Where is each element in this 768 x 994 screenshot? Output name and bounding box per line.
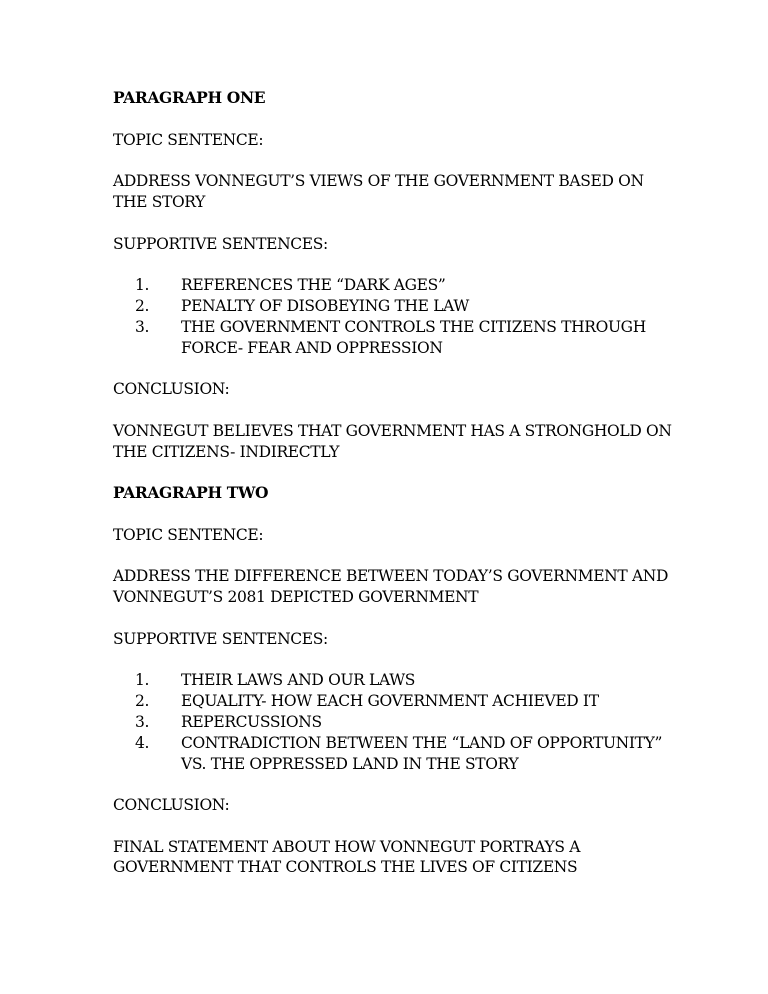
list-item	[113, 317, 673, 359]
topic-sentence-text: ADDRESS THE DIFFERENCE BETWEEN TODAY’S GOVERNMENT AND VONNEGUT’S 2081 DEPICTED GOVERNMENT	[113, 567, 669, 607]
list-item	[113, 670, 673, 691]
list-item-number: 3.	[135, 317, 150, 336]
list-item-text: THEIR LAWS AND OUR LAWS	[181, 671, 416, 690]
topic-sentence-text: ADDRESS VONNEGUT’S VIEWS OF THE GOVERNMENT BASED ON THE STORY	[113, 172, 644, 211]
section-heading: PARAGRAPH ONE	[113, 88, 266, 107]
list-item-number: 1.	[135, 671, 150, 690]
conclusion-label: CONCLUSION:	[113, 796, 230, 815]
list-item	[113, 296, 673, 317]
supportive-sentences-label: SUPPORTIVE SENTENCES:	[113, 234, 328, 253]
conclusion-label: CONCLUSION:	[113, 380, 230, 399]
supportive-list	[113, 670, 673, 774]
list-item-text: REFERENCES THE “DARK AGES”	[181, 276, 446, 295]
section-paragraph-one	[113, 88, 673, 462]
conclusion-text: FINAL STATEMENT ABOUT HOW VONNEGUT PORTRAYS A GOVERNMENT THAT CONTROLS THE LIVES OF CITIZENS	[113, 837, 581, 877]
topic-sentence-label: TOPIC SENTENCE:	[113, 130, 264, 149]
list-item	[113, 733, 673, 775]
list-item	[113, 275, 673, 296]
conclusion-text: VONNEGUT BELIEVES THAT GOVERNMENT HAS A STRONGHOLD ON THE CITIZENS- INDIRECTLY	[113, 421, 672, 461]
list-item-text: PENALTY OF DISOBEYING THE LAW	[181, 296, 469, 315]
list-item-number: 1.	[135, 276, 150, 295]
section-paragraph-two	[113, 483, 673, 878]
supportive-sentences-label: SUPPORTIVE SENTENCES:	[113, 629, 328, 648]
list-item-text: CONTRADICTION BETWEEN THE “LAND OF OPPORTUNITY” VS. THE OPPRESSED LAND IN THE STORY	[181, 733, 663, 773]
list-item	[113, 712, 673, 733]
list-item-number: 3.	[135, 712, 150, 731]
list-item-text: EQUALITY- HOW EACH GOVERNMENT ACHIEVED IT	[181, 692, 599, 711]
list-item-text: THE GOVERNMENT CONTROLS THE CITIZENS THROUGH FORCE- FEAR AND OPPRESSION	[181, 317, 646, 357]
list-item-number: 2.	[135, 296, 150, 315]
supportive-list	[113, 275, 673, 358]
list-item-text: REPERCUSSIONS	[181, 712, 322, 731]
topic-sentence-label: TOPIC SENTENCE:	[113, 525, 264, 544]
list-item-number: 2.	[135, 692, 150, 711]
section-heading: PARAGRAPH TWO	[113, 483, 269, 503]
document-page	[113, 88, 673, 899]
list-item	[113, 691, 673, 712]
list-item-number: 4.	[135, 733, 150, 752]
